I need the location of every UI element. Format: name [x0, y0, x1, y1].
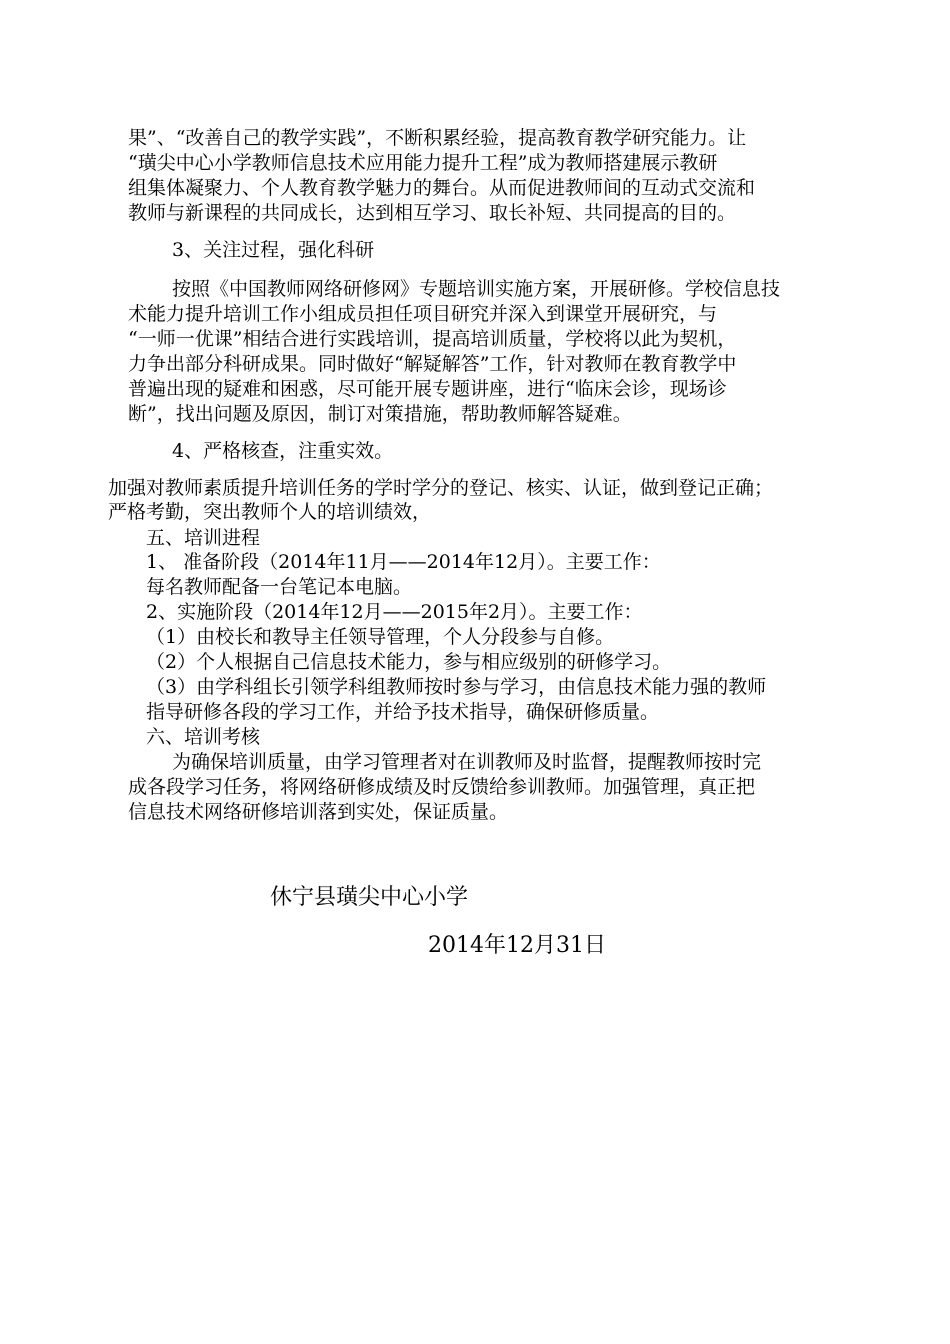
paragraph-line: 教师与新课程的共同成长，达到相互学习、取长补短、共同提高的目的。 — [128, 202, 737, 224]
paragraph-line: 按照《中国教师网络研修网》专题培训实施方案，开展研修。学校信息技 — [172, 278, 781, 300]
paragraph-line: 力争出部分科研成果。同时做好“解疑解答”工作，针对教师在教育教学中 — [128, 353, 737, 375]
paragraph-line: 组集体凝聚力、个人教育教学魅力的舞台。从而促进教师间的互动式交流和 — [128, 177, 756, 199]
paragraph-line: 普遍出现的疑难和困惑，尽可能开展专题讲座，进行“临床会诊，现场诊 — [128, 378, 727, 400]
paragraph-line: 断”，找出问题及原因，制订对策措施，帮助教师解答疑难。 — [128, 403, 632, 425]
list-item: 指导研修各段的学习工作，并给予技术指导，确保研修质量。 — [146, 701, 660, 723]
list-item: （3）由学科组长引领学科组教师按时参与学习，由信息技术能力强的教师 — [146, 676, 767, 698]
signature-school: 休宁县璜尖中心小学 — [270, 885, 469, 910]
section-6-title: 六、培训考核 — [146, 726, 261, 748]
paragraph-line: 加强对教师素质提升培训任务的学时学分的登记、核实、认证，做到登记正确； — [108, 477, 774, 499]
phase-1-item: 每名教师配备一台笔记本电脑。 — [146, 576, 413, 598]
list-item: （1）由校长和教导主任领导管理，个人分段参与自修。 — [146, 626, 615, 648]
section-5-title: 五、培训进程 — [146, 527, 261, 549]
phase-2: 2、实施阶段（2014年12月——2015年2月）。主要工作： — [146, 601, 643, 623]
paragraph-line: “璜尖中心小学教师信息技术应用能力提升工程”成为教师搭建展示教研 — [128, 152, 718, 174]
paragraph-line: 果”、“改善自己的教学实践”，不断积累经验，提高教育教学研究能力。让 — [128, 127, 747, 149]
paragraph-line: 严格考勤，突出教师个人的培训绩效， — [108, 501, 432, 523]
paragraph-line: 信息技术网络研修培训落到实处，保证质量。 — [128, 801, 509, 823]
list-item: （2）个人根据自己信息技术能力，参与相应级别的研修学习。 — [146, 651, 672, 673]
phase-1: 1、 准备阶段（2014年11月——2014年12月）。主要工作： — [146, 551, 661, 573]
signature-date: 2014年12月31日 — [428, 933, 606, 958]
paragraph-line: 术能力提升培训工作小组成员担任项目研究并深入到课堂开展研究，与 — [128, 303, 718, 325]
paragraph-line: 成各段学习任务，将网络研修成绩及时反馈给参训教师。加强管理，真正把 — [128, 776, 756, 798]
section-heading-3: 3、关注过程，强化科研 — [172, 239, 375, 261]
paragraph-line: 为确保培训质量，由学习管理者对在训教师及时监督，提醒教师按时完 — [172, 751, 762, 773]
paragraph-line: “一师一优课”相结合进行实践培训，提高培训质量，学校将以此为契机， — [128, 328, 737, 350]
section-heading-4: 4、严格核查，注重实效。 — [172, 440, 394, 462]
